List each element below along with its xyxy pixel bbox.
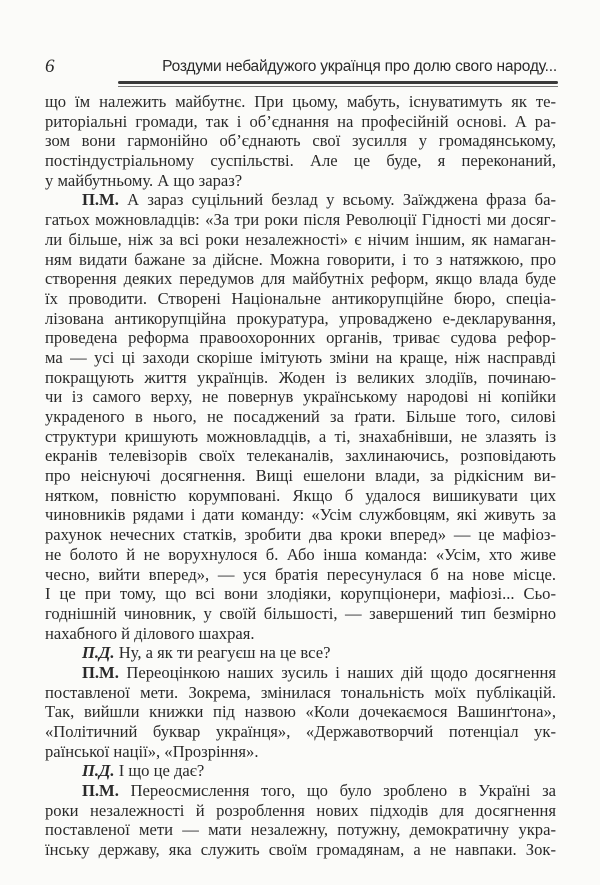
- text-line: роки незалежності й розроблення нових підходів для досягнення: [45, 800, 556, 820]
- text-line: П.Д. Ну, а як ти реагуєш на це все?: [82, 643, 331, 663]
- text-line: створення деяких передумов для майбутніх реформ, якщо влада буде: [45, 269, 556, 289]
- text-line: чи із самого верху, не повернув українському народові ні копійки: [45, 387, 556, 407]
- text-line: Так, вийшли книжки під назвою «Коли дочекаємося Вашинґтона»,: [45, 702, 556, 722]
- speaker-label: П.М.: [82, 190, 119, 210]
- text-line: чиновників рядами і дати команду: «Усім службовцям, які живуть за: [45, 505, 556, 525]
- text-line: про неіснуючі досягнення. Вищі ешелони влади, за рідкісним ви-: [45, 466, 556, 486]
- text-line: проведена реформа правоохоронних органів, триває судова рефор-: [45, 328, 556, 348]
- header-rule-thin: [118, 86, 558, 87]
- text-line: гатьох можновладців: «За три роки після Революції Гідності ми досяг-: [45, 210, 556, 230]
- speaker-label: П.Д.: [82, 643, 115, 663]
- page-number: 6: [45, 56, 55, 77]
- header-rule: [118, 81, 558, 84]
- text-line: рахунок нечесних статків, зробити два кроки вперед» — це мафіоз-: [45, 525, 556, 545]
- text-line: П.М. А зараз суцільний безлад у всьому. Заїжджена фраза ба-: [82, 190, 556, 210]
- text-line: ма — усі ці заходи скоріше імітують зміни на краще, ніж насправді: [45, 347, 556, 367]
- text-line: зом вони гармонійно об’єднають свої зусилля у громадянському,: [45, 131, 556, 151]
- text-line: поставленої мети. Зокрема, змінилася тональність моїх публікацій.: [45, 682, 556, 702]
- speaker-label: П.М.: [82, 662, 119, 682]
- text-line: украденого в нього, не посаджений за ґрати. Більше того, силові: [45, 407, 556, 426]
- running-title: Роздуми небайдужого українця про долю свого народу...: [162, 58, 557, 75]
- text-line: їнську державу, яка служить своїм громадянам, а не навпаки. Зок-: [45, 840, 556, 860]
- text-line: що їм належить майбутнє. При цьому, мабуть, існуватимуть як те-: [45, 92, 556, 111]
- text-line: у майбутньому. А що зараз?: [45, 170, 243, 190]
- text-line: їх проводити. Створені Національне антикорупційне бюро, спеціа-: [45, 288, 556, 308]
- text-line: раїнської нації», «Прозріння».: [45, 741, 259, 761]
- speaker-label: П.М.: [82, 781, 119, 801]
- text-line: П.Д. І що це дає?: [82, 761, 205, 781]
- text-line: структури кришують можновладців, а ті, знахабнівши, не злазять із: [45, 426, 556, 446]
- text-line: риторіальні громади, так і об’єднання на професійній основі. А ра-: [45, 111, 556, 131]
- text-line: П.М. Переоцінкою наших зусиль і наших дій щодо досягнення: [82, 662, 556, 682]
- speaker-label: П.Д.: [82, 761, 115, 781]
- text-line: постіндустріальному суспільстві. Але це буде, я переконаний,: [45, 151, 556, 171]
- running-header: [45, 56, 557, 78]
- text-line: ли більше, ніж за всі роки незалежності» є нічим іншим, як намаган-: [45, 229, 556, 249]
- text-line: чесно, вийти вперед», — уся братія пересунулася б на нове місце.: [45, 564, 556, 584]
- text-line: ням видати бажане за дійсне. Можна говорити, і то з натяжкою, про: [45, 249, 556, 269]
- text-line: нятком, повністю корумповані. Якщо б удалося вишикувати цих: [45, 485, 556, 505]
- text-line: не болото й не ворухнулося б. Або інша команда: «Усім, хто живе: [45, 544, 556, 564]
- text-line: лізована антикорупційна прокуратура, упроваджено е-декларування,: [45, 308, 556, 328]
- text-line: І це при тому, що всі вони злодіяки, корупціонери, мафіозі... Сьо-: [45, 584, 556, 604]
- text-line: годнішній чиновник, у своїй більшості, — завершений тип безмірно: [45, 603, 556, 623]
- text-line: покращують життя українців. Жоден із великих злодіїв, починаю-: [45, 367, 556, 387]
- text-line: П.М. Переосмислення того, що було зроблено в Україні за: [82, 781, 556, 801]
- text-line: нахабного й ділового шахрая.: [45, 623, 255, 643]
- text-line: поставленої мети — мати незалежну, потужну, демократичну укра-: [45, 820, 556, 840]
- text-line: екранів телевізорів своїх телеканалів, захлинаючись, розповідають: [45, 446, 556, 466]
- page-body: [45, 92, 556, 860]
- text-line: «Політичний буквар українця», «Державотворчий потенціал ук-: [45, 722, 556, 741]
